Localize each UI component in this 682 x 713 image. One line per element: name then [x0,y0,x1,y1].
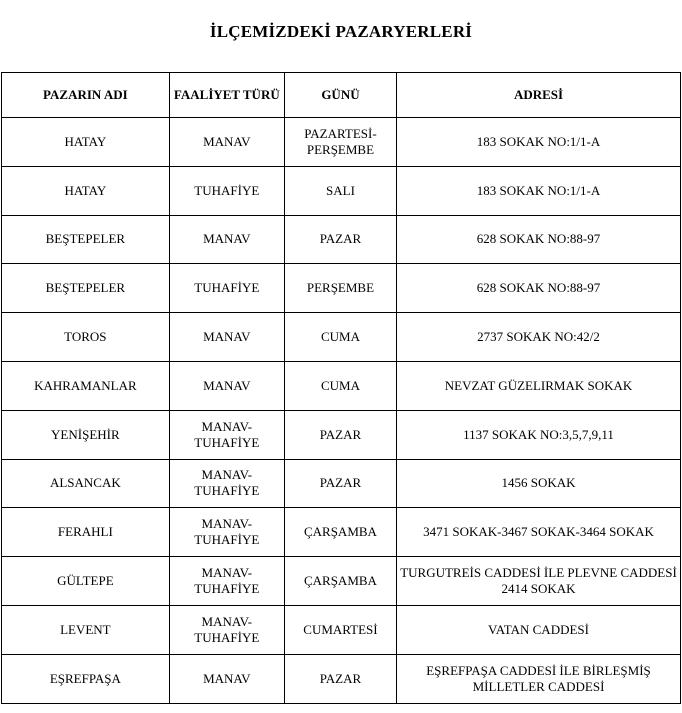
cell-market-name: TOROS [2,313,170,362]
cell-day: CUMA [284,361,396,410]
cell-address: 1456 SOKAK [397,459,681,508]
table-body [2,118,681,704]
cell-address: 628 SOKAK NO:88-97 [397,215,681,264]
table-row [2,166,681,215]
cell-address: 628 SOKAK NO:88-97 [397,264,681,313]
market-table [1,72,681,704]
cell-market-name: EŞREFPAŞA [2,654,170,703]
cell-day: PAZAR [284,215,396,264]
cell-market-name: BEŞTEPELER [2,215,170,264]
cell-address: 2737 SOKAK NO:42/2 [397,313,681,362]
cell-market-name: BEŞTEPELER [2,264,170,313]
cell-address: VATAN CADDESİ [397,605,681,654]
cell-market-name: KAHRAMANLAR [2,361,170,410]
cell-address: TURGUTREİS CADDESİ İLE PLEVNE CADDESİ 2414 SOKAK [397,557,681,606]
cell-market-name: FERAHLI [2,508,170,557]
table-row [2,459,681,508]
cell-day: ÇARŞAMBA [284,557,396,606]
header-address: ADRESİ [397,73,681,118]
cell-address: 3471 SOKAK-3467 SOKAK-3464 SOKAK [397,508,681,557]
header-market-name: PAZARIN ADI [2,73,170,118]
cell-address: 183 SOKAK NO:1/1-A [397,118,681,167]
table-row [2,654,681,703]
table-row [2,605,681,654]
cell-activity-type: MANAV- TUHAFİYE [169,605,284,654]
cell-address: EŞREFPAŞA CADDESİ İLE BİRLEŞMİŞ MİLLETLER CADDESİ [397,654,681,703]
cell-day: PAZAR [284,459,396,508]
cell-activity-type: TUHAFİYE [169,166,284,215]
cell-market-name: LEVENT [2,605,170,654]
table-row [2,264,681,313]
header-activity-type: FAALİYET TÜRÜ [169,73,284,118]
cell-market-name: YENİŞEHİR [2,410,170,459]
cell-day: SALI [284,166,396,215]
cell-activity-type: MANAV [169,361,284,410]
cell-activity-type: TUHAFİYE [169,264,284,313]
cell-activity-type: MANAV [169,215,284,264]
table-row [2,508,681,557]
cell-day: PAZARTESİ- PERŞEMBE [284,118,396,167]
table-row [2,557,681,606]
cell-activity-type: MANAV- TUHAFİYE [169,557,284,606]
table-row [2,215,681,264]
cell-market-name: HATAY [2,166,170,215]
cell-address: 183 SOKAK NO:1/1-A [397,166,681,215]
cell-activity-type: MANAV- TUHAFİYE [169,508,284,557]
header-day: GÜNÜ [284,73,396,118]
cell-day: CUMARTESİ [284,605,396,654]
cell-day: PERŞEMBE [284,264,396,313]
cell-activity-type: MANAV [169,654,284,703]
cell-day: PAZAR [284,410,396,459]
cell-activity-type: MANAV [169,313,284,362]
table-row [2,118,681,167]
cell-activity-type: MANAV- TUHAFİYE [169,459,284,508]
cell-market-name: GÜLTEPE [2,557,170,606]
cell-address: 1137 SOKAK NO:3,5,7,9,11 [397,410,681,459]
cell-market-name: HATAY [2,118,170,167]
cell-market-name: ALSANCAK [2,459,170,508]
cell-day: CUMA [284,313,396,362]
table-row [2,313,681,362]
cell-day: PAZAR [284,654,396,703]
cell-day: ÇARŞAMBA [284,508,396,557]
cell-activity-type: MANAV- TUHAFİYE [169,410,284,459]
cell-activity-type: MANAV [169,118,284,167]
table-row [2,410,681,459]
table-row [2,361,681,410]
table-header-row [2,73,681,118]
cell-address: NEVZAT GÜZELIRMAK SOKAK [397,361,681,410]
page-title: İLÇEMİZDEKİ PAZARYERLERİ [209,22,473,41]
